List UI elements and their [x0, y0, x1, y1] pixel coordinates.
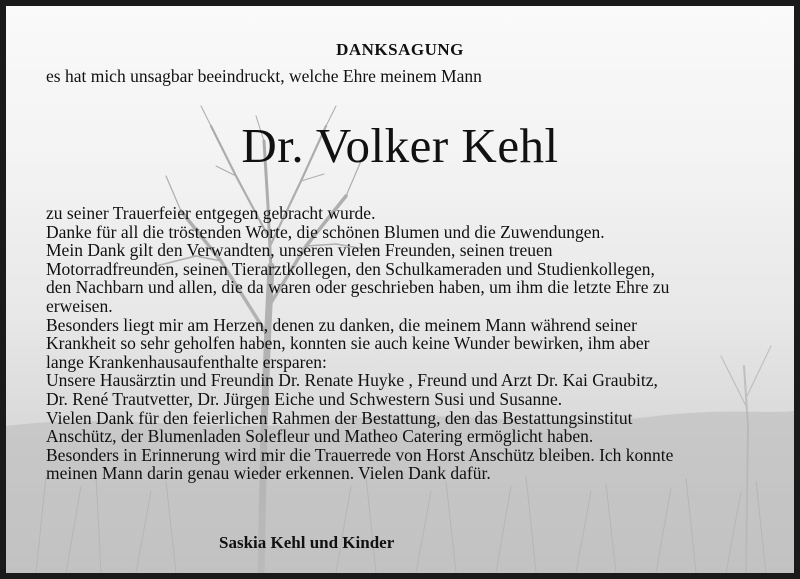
message-line: zu seiner Trauerfeier entgegen gebracht wurde.	[46, 203, 376, 223]
message-line: Dr. René Trautvetter, Dr. Jürgen Eiche und Schwestern Susi und Susanne.	[46, 388, 563, 409]
message-line: Unsere Hausärztin und Freundin Dr. Renate Huyke , Freund und Arzt Dr. Kai Graubitz,	[46, 370, 658, 391]
message-line: Krankheit so sehr geholfen haben, konnten sie auch keine Wunder bewirken, ihm aber	[46, 333, 650, 354]
message-line: den Nachbarn und allen, die da waren oder geschrieben haben, um ihm die letzte Ehre zu	[46, 277, 670, 298]
message-body	[46, 204, 786, 483]
message-line: Mein Dank gilt den Verwandten, unseren vielen Freunden, seinen treuen	[46, 240, 553, 261]
deceased-name: Dr. Volker Kehl	[241, 118, 559, 173]
message-line: Danke für all die tröstenden Worte, die schönen Blumen und die Zuwendungen.	[46, 221, 605, 242]
message-line: Besonders liegt mir am Herzen, denen zu danken, die meinem Mann während seiner	[46, 314, 637, 335]
message-line: Besonders in Erinnerung wird mir die Trauerrede von Horst Anschütz bleiben. Ich konnte	[46, 444, 674, 465]
message-line: Anschütz, der Blumenladen Solefleur und Matheo Catering ermöglicht haben.	[46, 426, 594, 447]
message-line: erweisen.	[46, 295, 113, 316]
intro-text: es hat mich unsagbar beeindruckt, welche Ehre meinem Mann	[46, 66, 482, 86]
message-line: Motorradfreunden, seinen Tierarztkollegen, den Schulkameraden und Studienkollegen,	[46, 258, 655, 279]
message-line: Vielen Dank für den feierlichen Rahmen der Bestattung, den das Bestattungsinstitut	[46, 407, 633, 428]
message-line: lange Krankenhausaufenthalte ersparen:	[46, 351, 327, 372]
notice-heading: DANKSAGUNG	[336, 40, 464, 59]
message-line: meinen Mann darin genau wieder erkennen. Vielen Dank dafür.	[46, 463, 491, 484]
signature: Saskia Kehl und Kinder	[219, 533, 395, 552]
